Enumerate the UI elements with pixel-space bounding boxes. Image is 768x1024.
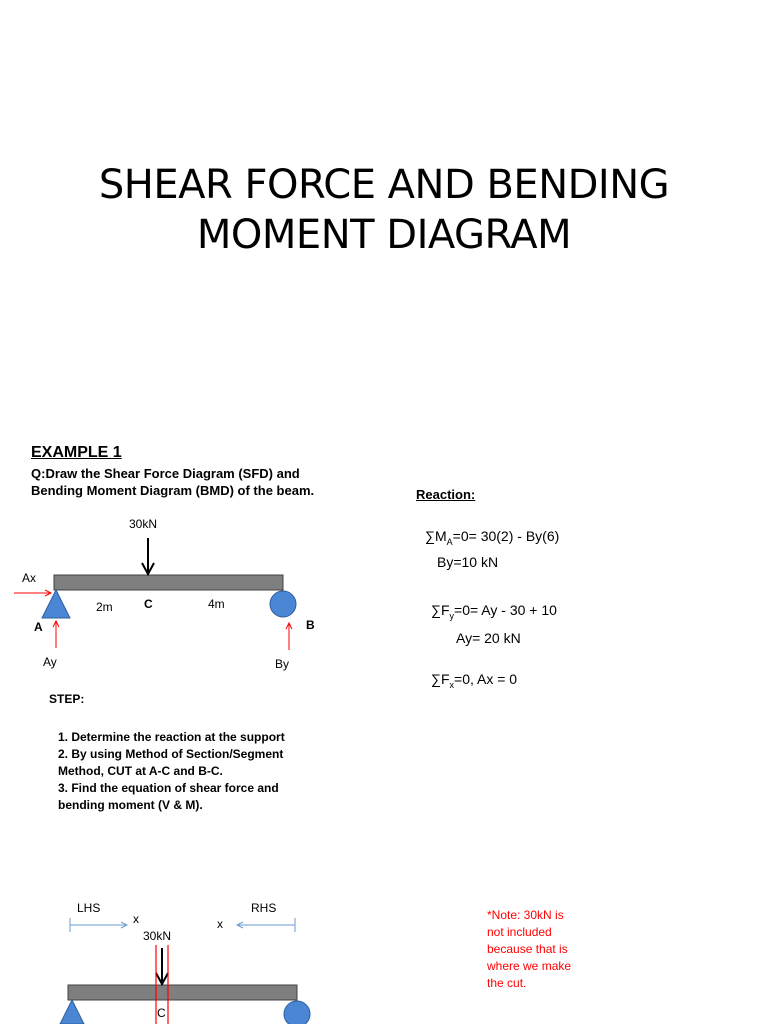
- point-c-label: C: [144, 597, 153, 611]
- fx-expression: =0, Ax = 0: [454, 671, 518, 687]
- by-label: By: [275, 657, 290, 671]
- beam-2: [68, 985, 297, 1000]
- moment-sum-symbol: ∑M: [425, 528, 447, 544]
- load-label-2: 30kN: [143, 929, 172, 943]
- point-b-label: B: [306, 618, 315, 632]
- question-text: Q:Draw the Shear Force Diagram (SFD) and Bending Moment Diagram (BMD) of the beam.: [31, 466, 315, 498]
- rhs-label: RHS: [251, 901, 277, 915]
- ax-label: Ax: [22, 571, 37, 585]
- steps-list: [58, 729, 318, 814]
- title-line-2: MOMENT DIAGRAM: [196, 212, 572, 258]
- reaction-title: Reaction:: [416, 487, 476, 502]
- note-text: *Note: 30kN is not included because that is where we make the cut.: [487, 908, 572, 990]
- roller-support-b: [270, 591, 296, 617]
- step-item-2: 2. By using Method of Section/Segment Method, CUT at A-C and B-C.: [58, 747, 284, 778]
- ay-result: Ay= 20 kN: [456, 630, 521, 646]
- fx-subscript: x: [449, 679, 455, 690]
- point-c-label-2: C: [157, 1006, 166, 1020]
- pin-support-a-2: [60, 1000, 84, 1024]
- fy-expression: =0= Ay - 30 + 10: [454, 602, 557, 618]
- roller-support-b-2: [284, 1001, 310, 1024]
- dist-right-label: 4m: [208, 597, 225, 611]
- x-left-label: x: [133, 912, 139, 926]
- lhs-label: LHS: [77, 901, 101, 915]
- fy-sum-symbol: ∑F: [431, 602, 450, 618]
- moment-expression: =0= 30(2) - By(6): [452, 528, 560, 544]
- by-result: By=10 kN: [437, 554, 499, 570]
- fy-subscript: y: [449, 610, 455, 621]
- fy-equation: [431, 602, 557, 621]
- moment-equation: [425, 528, 559, 547]
- fx-sum-symbol: ∑F: [431, 671, 450, 687]
- point-a-label: A: [34, 620, 43, 634]
- step-item-1: 1. Determine the reaction at the support: [58, 730, 285, 744]
- moment-subscript: A: [446, 536, 453, 547]
- title-line-1: SHEAR FORCE AND BENDING: [98, 162, 670, 208]
- pin-support-a: [42, 590, 70, 618]
- ay-label: Ay: [43, 655, 57, 669]
- x-right-label: x: [217, 917, 223, 931]
- step-item-3: 3. Find the equation of shear force and bending moment (V & M).: [58, 781, 279, 812]
- step-title: STEP:: [49, 692, 85, 706]
- fx-equation: [431, 671, 517, 690]
- beam-1: [54, 575, 283, 590]
- dist-left-label: 2m: [96, 600, 113, 614]
- load-label-1: 30kN: [129, 517, 158, 531]
- example-title: EXAMPLE 1: [31, 444, 122, 461]
